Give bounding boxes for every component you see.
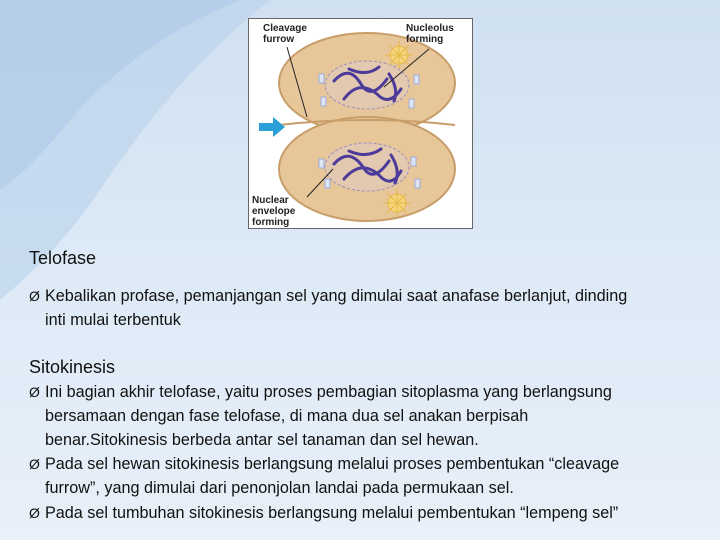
bullet-line: Pada sel hewan sitokinesis berlangsung melalui proses pembentukan “cleavage — [45, 455, 620, 473]
label-line: furrow — [263, 34, 295, 45]
label-line: Cleavage — [263, 23, 307, 34]
label-line: forming — [406, 34, 444, 45]
bullet-line: Kebalikan profase, pemanjangan sel yang dimulai saat anafase berlanjut, dinding — [45, 287, 628, 305]
bullet-arrow-icon: Ø — [29, 456, 40, 472]
bullet-line: inti mulai terbentuk — [45, 311, 181, 329]
bullet-line: furrow”, yang dimulai dari penonjolan landai pada permukaan sel. — [45, 479, 514, 497]
bullet-line: benar.Sitokinesis berbeda antar sel tanaman dan sel hewan. — [45, 431, 479, 449]
bullet-arrow-icon: Ø — [29, 505, 40, 521]
heading-telofase: Telofase — [29, 248, 97, 268]
label-line: Nucleolus — [406, 23, 454, 34]
bullet-arrow-icon: Ø — [29, 384, 40, 400]
bullet-line: Pada sel tumbuhan sitokinesis berlangsung melalui pembentukan “lempeng sel” — [45, 504, 619, 522]
label-line: Nuclear — [252, 195, 289, 206]
bullet-line: bersamaan dengan fase telofase, di mana dua sel anakan berpisah — [45, 407, 529, 425]
bullet-sitokinesis-2 — [29, 452, 709, 500]
label-line: forming — [252, 217, 290, 228]
bullet-sitokinesis-1 — [29, 380, 709, 452]
bullet-sitokinesis-3 — [29, 501, 709, 525]
label-line: envelope — [252, 206, 296, 217]
heading-sitokinesis: Sitokinesis — [29, 357, 116, 377]
bullet-arrow-icon: Ø — [29, 288, 40, 304]
bullet-telofase-1 — [29, 284, 709, 332]
bullet-line: Ini bagian akhir telofase, yaitu proses pembagian sitoplasma yang berlangsung — [45, 383, 612, 401]
